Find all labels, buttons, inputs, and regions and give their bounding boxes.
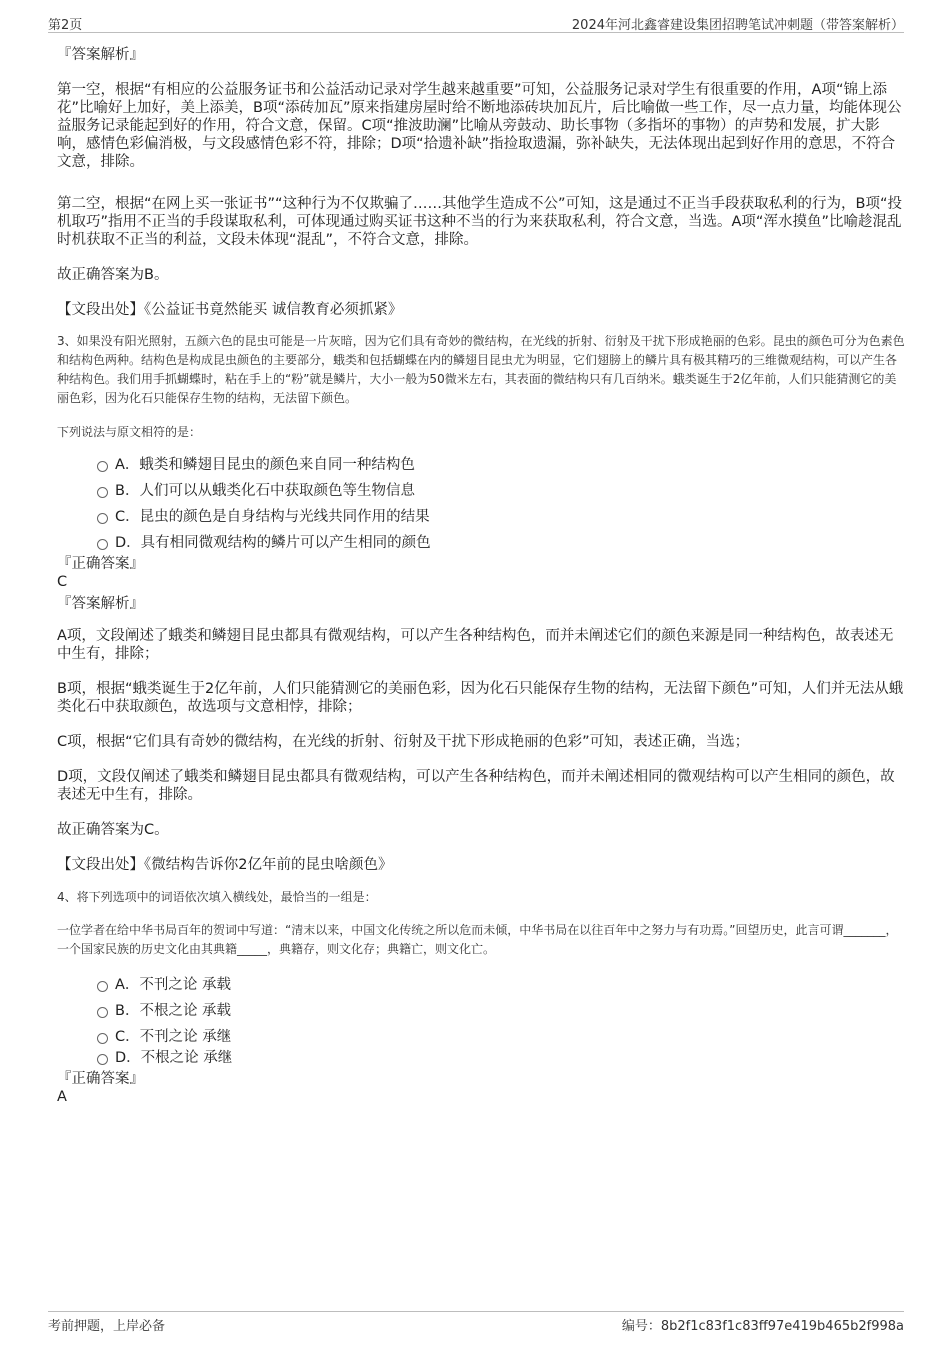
q4-option-b[interactable]	[57, 1002, 905, 1028]
q3-option-d[interactable]	[57, 534, 905, 552]
document-content	[57, 46, 905, 1106]
q3-answer-label: 『正确答案』	[57, 556, 144, 572]
q4-option-d[interactable]	[57, 1049, 905, 1067]
q4-passage: 一位学者在给中华书局百年的贺词中写道：“清末以来，中国文化传统之所以危而未倾，中华书局在以往百年中之努力与有功焉。”回望历史，此言可谓_______，一个国家民族的历史文化由其典籍_____，典籍存，则文化存；典籍亡，则文化亡。	[57, 923, 898, 956]
option-text: D．具有相同微观结构的鳞片可以产生相同的颜色	[115, 535, 431, 551]
q3-stem: 3、如果没有阳光照射，五颜六色的昆虫可能是一片灰暗，因为它们具有奇妙的微结构，在光线的折射、衍射及干扰下形成艳丽的色彩。昆虫的颜色可分为色素色和结构色两种。结构色是构成昆虫颜色的主要部分，蛾类和包括蝴蝶在内的鳞翅目昆虫尤为明显，它们翅膀上的鳞片具有极其精巧的三维微观结构，可以产生各种结构色。我们用手抓蝴蝶时，粘在手上的“粉”就是鳞片，大小一般为50微米左右，其表面的微结构只有几百纳米。蛾类诞生于2亿年前，人们只能猜测它的美丽色彩，因为化石只能保存生物的结构，无法留下颜色。	[57, 334, 905, 405]
q2-analysis-label: 『答案解析』	[57, 47, 144, 63]
page-number: 第2页	[48, 18, 83, 33]
q4-option-a[interactable]	[57, 976, 905, 1002]
radio-button[interactable]	[97, 1033, 108, 1044]
q3-answer: C	[57, 574, 68, 590]
radio-button[interactable]	[97, 461, 108, 472]
document-id: 编号：8b2f1c83f1c83ff97e419b465b2f998a	[621, 1319, 904, 1334]
q3-analysis-label: 『答案解析』	[57, 596, 144, 612]
radio-button[interactable]	[97, 981, 108, 992]
q3-analysis-a: A项，文段阐述了蛾类和鳞翅目昆虫都具有微观结构，可以产生各种结构色，而并未阐述它们的颜色来源是同一种结构色，故表述无中生有，排除；	[57, 628, 894, 662]
q3-option-c[interactable]	[57, 508, 905, 534]
option-text: C．昆虫的颜色是自身结构与光线共同作用的结果	[115, 509, 430, 525]
radio-button[interactable]	[97, 1007, 108, 1018]
q2-analysis-paragraph-2: 第二空，根据“在网上买一张证书”“这种行为不仅欺骗了……其他学生造成不公”可知，这是通过不正当手段获取私利的行为，B项“投机取巧”指用不正当的手段谋取私利，可体现通过购买证书这种不当的行为来获取私利，符合文意，当选。A项“浑水摸鱼”比喻趁混乱时机获取不正当的利益，文段未体现“混乱”，不符合文意，排除。	[57, 196, 903, 248]
option-text: C．不刊之论 承继	[115, 1029, 232, 1045]
q2-source: 【文段出处】《公益证书竟然能买 诚信教育必须抓紧》	[57, 302, 403, 318]
q4-stem: 4、将下列选项中的词语依次填入横线处，最恰当的一组是：	[57, 890, 377, 904]
q4-answer-label: 『正确答案』	[57, 1071, 144, 1087]
option-text: B．不根之论 承载	[115, 1003, 232, 1019]
q3-analysis-d: D项，文段仅阐述了蛾类和鳞翅目昆虫都具有微观结构，可以产生各种结构色，而并未阐述相同的微观结构可以产生相同的颜色，故表述无中生有，排除。	[57, 769, 895, 803]
q4-answer: A	[57, 1089, 67, 1105]
q3-option-a[interactable]	[57, 456, 905, 482]
document-title: 2024年河北鑫睿建设集团招聘笔试冲刺题（带答案解析）	[571, 18, 904, 33]
footer-slogan: 考前押题，上岸必备	[48, 1319, 166, 1334]
page-footer	[48, 1311, 904, 1334]
radio-button[interactable]	[97, 539, 108, 550]
option-text: A．不刊之论 承载	[115, 977, 232, 993]
q3-source: 【文段出处】《微结构告诉你2亿年前的昆虫啥颜色》	[57, 857, 393, 873]
radio-button[interactable]	[97, 513, 108, 524]
q3-options	[57, 456, 905, 552]
option-text: A．蛾类和鳞翅目昆虫的颜色来自同一种结构色	[115, 457, 415, 473]
q2-conclusion: 故正确答案为B。	[57, 267, 169, 283]
q4-option-c[interactable]	[57, 1028, 905, 1049]
q3-analysis-b: B项，根据“蛾类诞生于2亿年前，人们只能猜测它的美丽色彩，因为化石只能保存生物的结构，无法留下颜色”可知，人们并无法从蛾类化石中获取颜色，故选项与文意相悖，排除；	[57, 681, 904, 715]
q3-option-b[interactable]	[57, 482, 905, 508]
option-text: D．不根之论 承继	[115, 1050, 233, 1066]
radio-button[interactable]	[97, 487, 108, 498]
radio-button[interactable]	[97, 1054, 108, 1065]
option-text: B．人们可以从蛾类化石中获取颜色等生物信息	[115, 483, 415, 499]
q4-options	[57, 976, 905, 1067]
q3-conclusion: 故正确答案为C。	[57, 822, 169, 838]
q3-analysis-c: C项，根据“它们具有奇妙的微结构，在光线的折射、衍射及干扰下形成艳丽的色彩”可知，表述正确，当选；	[57, 734, 750, 750]
q2-analysis-paragraph-1: 第一空，根据“有相应的公益服务证书和公益活动记录对学生越来越重要”可知，公益服务记录对学生有很重要的作用，A项“锦上添花”比喻好上加好，美上添美，B项“添砖加瓦”原来指建房屋时给不断地添砖块加瓦片，后比喻做一些工作，尽一点力量，均能体现公益服务记录能起到好的作用，符合文意，保留。C项“推波助澜”比喻从旁鼓动、助长事物（多指坏的事物）的声势和发展，扩大影响，感情色彩偏消极，与文段感情色彩不符，排除；D项“拾遗补缺”指捡取遗漏，弥补缺失，无法体现出起到好作用的意思，不符合文意，排除。	[57, 82, 902, 170]
q3-prompt: 下列说法与原文相符的是：	[57, 425, 202, 439]
page-header	[48, 12, 904, 33]
